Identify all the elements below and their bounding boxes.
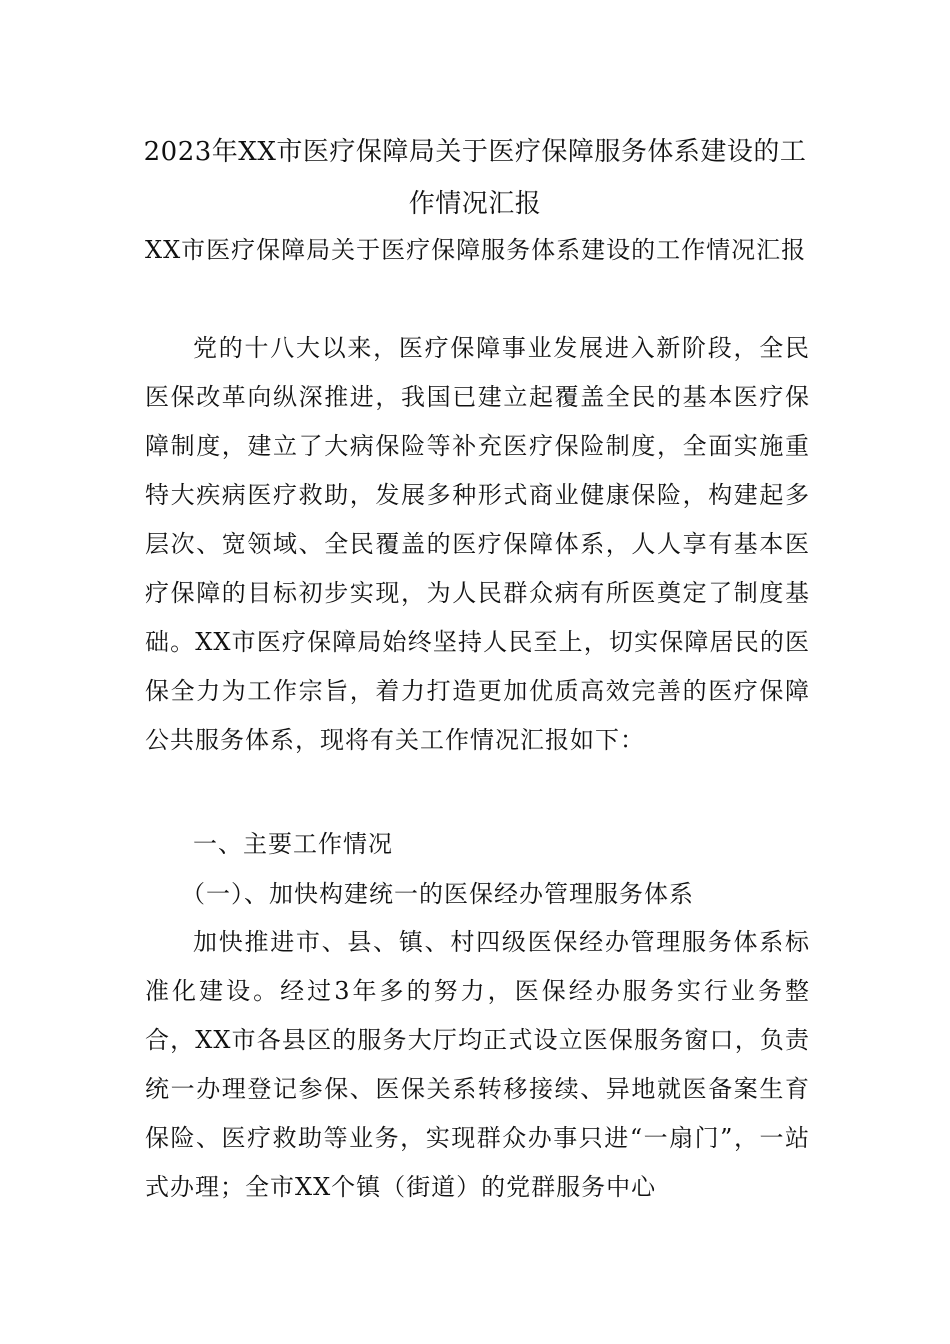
intro-paragraph: 党的十八大以来，医疗保障事业发展进入新阶段，全民医保改革向纵深推进，我国已建立起覆盖全民的基本医疗保障制度，建立了大病保险等补充医疗保险制度，全面实施重特大疾病医疗救助，发展多种形式商业健康保险，构建起多层次、宽领域、全民覆盖的医疗保障体系，人人享有基本医疗保障的目标初步实现，为人民群众病有所医奠定了制度基础。XX市医疗保障局始终坚持人民至上，切实保障居民的医保全力为工作宗旨，着力打造更加优质高效完善的医疗保障公共服务体系，现将有关工作情况汇报如下： bbox=[145, 334, 810, 754]
section-heading-main-work: 一、主要工作情况 bbox=[193, 830, 393, 858]
document-title: 2023年XX市医疗保障局关于医疗保障服务体系建设的工作情况汇报 bbox=[143, 137, 807, 219]
document-subtitle: XX市医疗保障局关于医疗保障服务体系建设的工作情况汇报 bbox=[145, 236, 807, 264]
subsection-heading-1: （一）、加快构建统一的医保经办管理服务体系 bbox=[181, 880, 694, 908]
body-paragraph-1: 加快推进市、县、镇、村四级医保经办管理服务体系标准化建设。经过3年多的努力，医保经办服务实行业务整合，XX市各县区的服务大厅均正式设立医保服务窗口，负责统一办理登记参保、医保关系转移接续、异地就医备案生育保险、医疗救助等业务，实现群众办事只进“一扇门”，一站式办理；全市XX个镇（街道）的党群服务中心 bbox=[145, 928, 810, 1201]
